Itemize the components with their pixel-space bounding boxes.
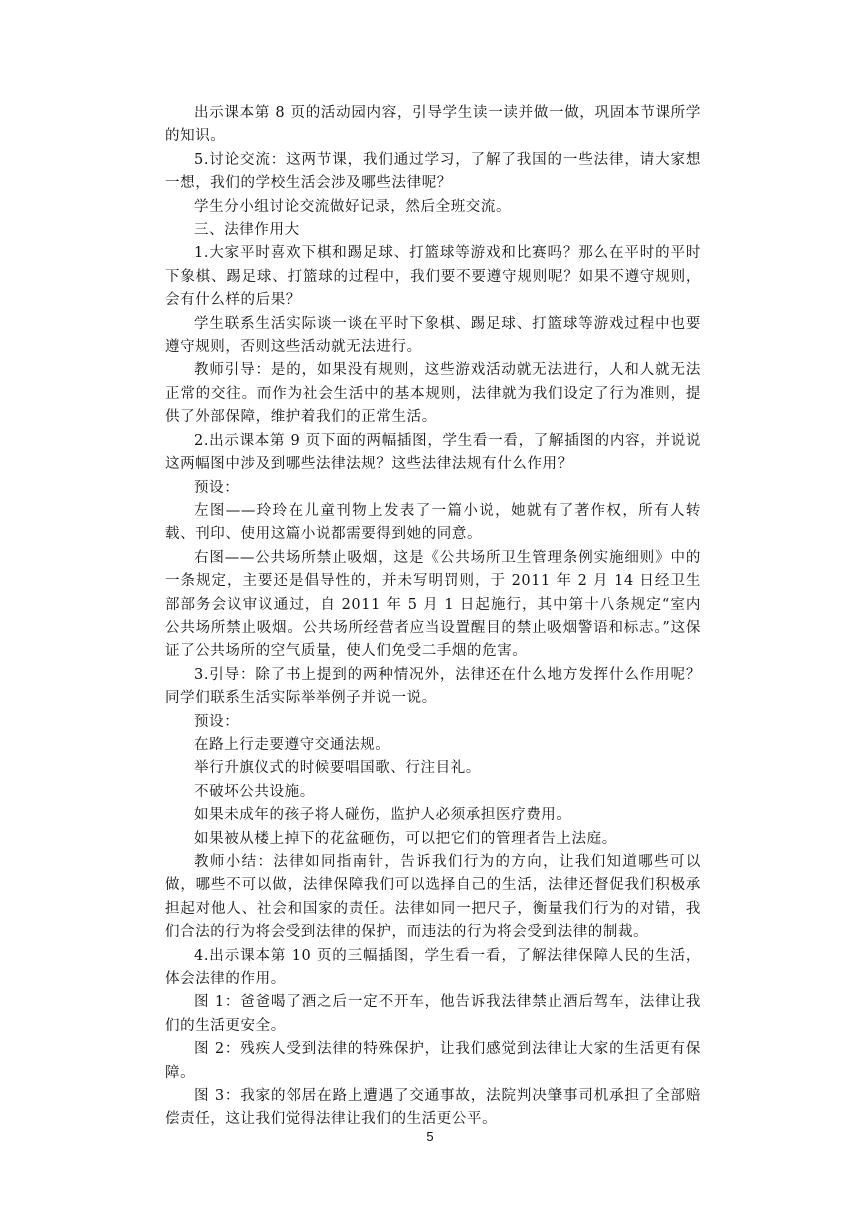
paragraph: 教师引导：是的，如果没有规则，这些游戏活动就无法进行，人和人就无法正常的交往。而作为社会生活中的基本规则，法律就为我们设定了行为准则，提供了外部保障，维护着我们的正常生活。 — [165, 362, 701, 426]
paragraph: 4.出示课本第 10 页的三幅插图，学生看一看，了解法律保障人民的生活，体会法律的作用。 — [165, 947, 701, 988]
paragraph: 预设： — [194, 713, 240, 730]
paragraph: 如果被从楼上掉下的花盆砸伤，可以把它们的管理者告上法庭。 — [194, 830, 617, 847]
page-body — [165, 102, 701, 1132]
paragraph: 如果未成年的孩子将人碰伤，监护人必须承担医疗费用。 — [194, 807, 572, 824]
paragraph: 图 2：残疾人受到法律的特殊保护，让我们感觉到法律让大家的生活更有保障。 — [165, 1041, 701, 1081]
paragraph: 2.出示课本第 9 页下面的两幅插图，学生看一看，了解插图的内容，并说说这两幅图中涉及到哪些法律法规？这些法律法规有什么作用？ — [165, 432, 701, 473]
paragraph: 图 1：爸爸喝了酒之后一定不开车，他告诉我法律禁止酒后驾车，法律让我们的生活更安全。 — [165, 994, 701, 1034]
paragraph: 左图——玲玲在儿童刊物上发表了一篇小说，她就有了著作权，所有人转载、刊印、使用这篇小说都需要得到她的同意。 — [165, 502, 701, 543]
paragraph: 不破坏公共设施。 — [194, 783, 315, 800]
paragraph: 预设： — [194, 479, 240, 496]
paragraph: 学生分小组讨论交流做好记录，然后全班交流。 — [194, 198, 512, 215]
paragraph: 3.引导：除了书上提到的两种情况外，法律还在什么地方发挥什么作用呢？同学们联系生活实际举举例子并说一说。 — [165, 666, 701, 707]
paragraph: 在路上行走要遵守交通法规。 — [194, 736, 391, 753]
paragraph: 1.大家平时喜欢下棋和踢足球、打篮球等游戏和比赛吗？那么在平时的平时下象棋、踢足球、打篮球的过程中，我们要不要遵守规则呢？如果不遵守规则，会有什么样的后果？ — [165, 245, 701, 309]
page-number: 5 — [426, 1129, 434, 1144]
paragraph: 5.讨论交流：这两节课，我们通过学习，了解了我国的一些法律，请大家想一想，我们的学校生活会涉及哪些法律呢？ — [165, 151, 701, 192]
paragraph: 右图——公共场所禁止吸烟，这是《公共场所卫生管理条例实施细则》中的一条规定，主要还是倡导性的，并未写明罚则，于 2011 年 2 月 14 日经卫生部部务会议审议通过，自 2011 年 5 月 1 日起施行，其中第十八条规定“室内公共场所禁止吸烟。公共场所经营者应当设置醒目的禁止吸烟警语和标志。”这保证了公共场所的空气质量，使人们免受二手烟的危害。 — [165, 549, 701, 660]
section-heading: 三、法律作用大 — [194, 222, 300, 239]
paragraph: 学生联系生活实际谈一谈在平时下象棋、踢足球、打篮球等游戏过程中也要遵守规则，否则这些活动就无法进行。 — [165, 315, 701, 356]
paragraph: 图 3：我家的邻居在路上遭遇了交通事故，法院判决肇事司机承担了全部赔偿责任，这让我们觉得法律让我们的生活更公平。 — [165, 1088, 701, 1128]
paragraph: 举行升旗仪式的时候要唱国歌、行注目礼。 — [194, 760, 481, 777]
paragraph: 教师小结：法律如同指南针，告诉我们行为的方向，让我们知道哪些可以做，哪些不可以做，法律保障我们可以选择自己的生活，法律还督促我们积极承担起对他人、社会和国家的责任。法律如同一把尺子，衡量我们行为的对错，我们合法的行为将会受到法律的保护，而违法的行为将会受到法律的制裁。 — [165, 854, 701, 941]
paragraph: 出示课本第 8 页的活动园内容，引导学生读一读并做一做，巩固本节课所学的知识。 — [165, 105, 701, 145]
